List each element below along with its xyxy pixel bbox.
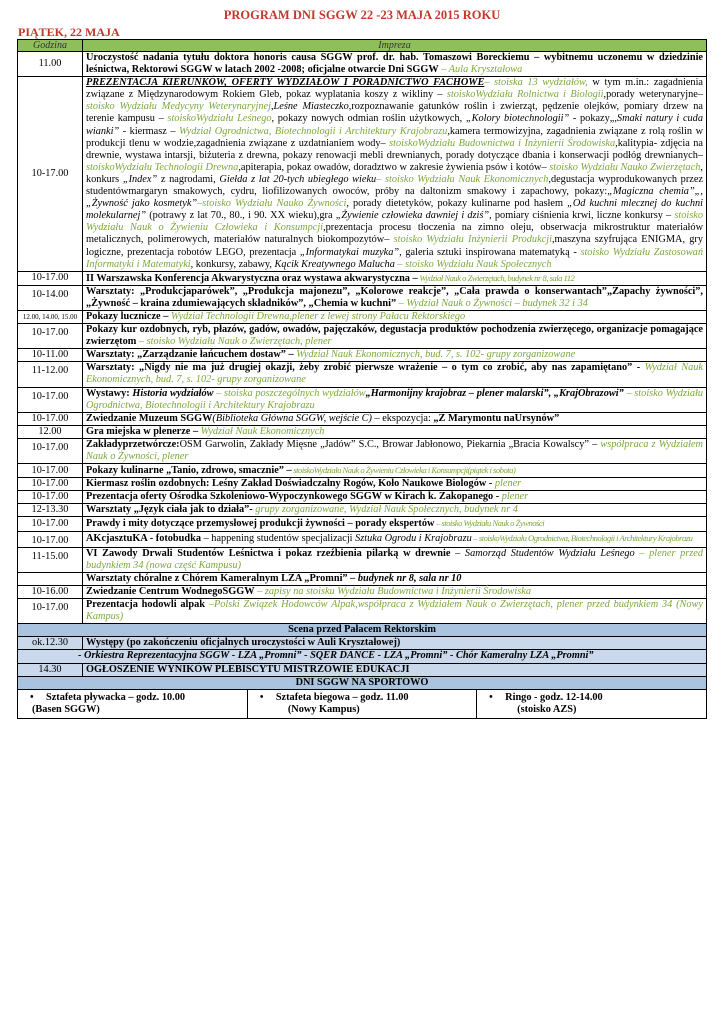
row-event: PREZENTACJA KIERUNKÓW, OFERTY WYDZIAŁÓW I PORADNICTWO FACHOWE– stoiska 13 wydziałów, w tym m.in.: zagadnienia związane z Międzynarodowym Rokiem Gleb, pokaz wyplatania koszy z wikliny – stoiskoWydziału Rolnictwa i Biologii,porady weterynaryjne– stoisko Wydziału Medycyny Weterynaryjnej,Leśne Miasteczko,rozpoznawanie gatunków roślin i zwierząt, pędzenie olejków, pomiary drzew na terenie kampusu – stoiskoWydziału Leśnego, pokazy nowych odmian roślin użytkowych, „Kolory biotechnologii” - pokazy„,Smaki natury i cuda wianki” - kiermasz – Wydział Ogrodnictwa, Biotechnologii i Architektury Krajobrazu,kamera termowizyjna, zagadnienia związane z rolą roślin w produkcji tlenu w wodzie,zagadnienia związane z uzdatnianiem wody– stoiskoWydziału Budownictwa i Inżynierii Środowiska,kalitypia- zdjęcia na drewnie, wystawa intarsji, biżuteria z drewna, pokazy renowacji mebli drewnianych, porady dotyczące dbania i konserwacji podłóg drewnianych– stoiskoWydziału Technologii Drewna,apiterapia, pokaz owadów, doradztwo w zakresie żywienia psów i kotów– stoisko Wydziału Nauko Zwierzętach, konkurs „Index” z nagrodami, Giełda z lat 20-tych ubiegłego wieku– stoisko Wydziału Nauk Ekonomicznych,degustacja wyprodukowanych przez studentówmargaryn smakowych, cydru, liofilizowanych owoców, próby na daltonizm smakowy i zapachowy, pokazy:„Magiczna chemia”„,„Żywność jako kosmetyk”–stoisko Wydziału Nauko Żywności, porady dietetyków, pokazy kulinarne pod hasłem „Od kuchni mlecznej do kuchni molekularnej” (potrawy z lat 70., 80., i 90. XX wieku),gra „Żywienie człowieka dawniej i dziś”, pomiary ciśnienia krwi, liczne konkursy – stoisko Wydziału Nauk o Żywieniu Człowieka i Konsumpcji,prezentacja procesu tłoczenia na zimno oleju, obserwacja mikrostruktur materiałów metalicznych, polimerowych, materiałów naturalnych biokompozytów– stoisko Wydziału Inżynierii Produkcji,maszyna szyfrująca ENIGMA, gry logiczne, prezentacja robotów LEGO, prezentacja „Informatykai muzyka”, galeria sztuki inspirowana matematyką - stoisko Wydziału Zastosowań Informatyki i Matematyki, konkursy, zabawy, Kącik Kreatywnego Malucha – stoisko Wydziału Nauk Społecznych (83, 77, 707, 272)
row-time: 12.00, 14.00, 15.00 (18, 310, 83, 323)
stage-row (18, 650, 707, 663)
row-event: Prawdy i mity dotyczące przemysłowej produkcji żywności – porady ekspertów – stoisko Wydziału Nauk o Żywności (83, 517, 707, 531)
table-row (18, 52, 707, 77)
table-row (18, 517, 707, 531)
table-header (18, 40, 707, 52)
header-time: Godzina (18, 40, 83, 52)
row-time: 10-17.00 (18, 438, 83, 463)
stage-performers: - Orkiestra Reprezentacyjna SGGW - LZA „Promni” - SQER DANCE - LZA „Promni” - Chór Kameralny LZA „Promni” (18, 650, 707, 663)
table-row (18, 310, 707, 323)
row-time: 10-17.00 (18, 478, 83, 491)
row-event: Wystawy: Historia wydziałów – stoiska poszczególnych wydziałów„Harmonijny krajobraz – plener malarski”, „KrajObrazowi” – stoisko Wydziału Ogrodnictwa, Biotechnologii i Architektury Krajobrazu (83, 387, 707, 412)
row-event: Warsztaty „Język ciała jak to działa”- grupy zorganizowane, Wydział Nauk Społecznych, budynek nr 4 (83, 504, 707, 517)
sport-row (18, 689, 707, 718)
table-row (18, 491, 707, 504)
table-row (18, 349, 707, 362)
row-event: Zwiedzanie Centrum WodnegoSGGW – zapisy na stoisku Wydziału Budownictwa i Inżynierii Środowiska (83, 585, 707, 598)
table-row (18, 464, 707, 478)
sport-title: DNI SGGW NA SPORTOWO (18, 676, 707, 689)
row-time: 10-17.00 (18, 77, 83, 272)
row-event: Warsztaty: „Nigdy nie ma już drugiej okazji, żeby zrobić pierwsze wrażenie – o tym co zrobić, aby nas zapamiętano” - Wydział Nauk Ekonomicznych, bud. 7, s. 102- grupy zorganizowane (83, 362, 707, 387)
header-event: Impreza (83, 40, 707, 52)
table-row (18, 572, 707, 585)
sport-item: • Sztafeta biegowa – godz. 11.00 (Nowy Kampus) (247, 690, 476, 718)
table-row (18, 599, 707, 624)
stage-event: Występy (po zakończeniu oficjalnych uroczystości w Auli Kryształowej) (83, 637, 707, 650)
sport-item: • Ringo - godz. 12-14.00 (stoisko AZS) (489, 691, 603, 715)
row-time: 12-13.30 (18, 504, 83, 517)
row-time: 10-17.00 (18, 412, 83, 425)
table-row (18, 412, 707, 425)
table-row (18, 387, 707, 412)
table-row (18, 271, 707, 285)
stage-row (18, 637, 707, 650)
row-time: 10-16.00 (18, 585, 83, 598)
row-event: Prezentacja oferty Ośrodka Szkoleniowo-Wypoczynkowego SGGW w Kirach k. Zakopanego - plener (83, 491, 707, 504)
table-row (18, 77, 707, 272)
row-event: Prezentacja hodowli alpak –Polski Związek Hodowców Alpak,współpraca z Wydziałem Nauk o Zwierzętach, plener przed budynkiem 34 (Nowy Kampus) (83, 599, 707, 624)
program-title: PROGRAM DNI SGGW 22 -23 MAJA 2015 ROKU (223, 8, 501, 22)
table-row (18, 504, 707, 517)
row-time: 10-17.00 (18, 517, 83, 531)
row-event: Warsztaty: „Produkcjaparówek”, „Produkcja majonezu”, „Kolorowe reakcje”, „Cała prawda o konserwantach”„Zapachy żywności”, „Żywność – kraina zdumiewających składników”, „Chemia w kuchni” – Wydział Nauk o Żywności – budynek 32 i 34 (83, 285, 707, 310)
row-event: Uroczystość nadania tytułu doktora honoris causa SGGW prof. dr. hab. Tomaszowi Boreckiemu – wybitnemu uczonemu w dziedzinie leśnictwa, Rektorowi SGGW w latach 2002 -2008; oficjalne otwarcie Dni SGGW – Aula Kryształowa (83, 52, 707, 77)
sport-section-header (18, 676, 707, 689)
table-row (18, 531, 707, 547)
stage-time: 14.30 (18, 663, 83, 676)
row-event: Pokazy kur ozdobnych, ryb, płazów, gadów, owadów, pajęczaków, degustacja produktów pochodzenia zwierzęcego, organizacje pomagające zwierzętom – stoisko Wydziału Nauk o Zwierzętach, plener (83, 324, 707, 349)
row-time: 12.00 (18, 425, 83, 438)
table-row (18, 285, 707, 310)
row-time: 11.00 (18, 52, 83, 77)
row-time: 10-17.00 (18, 464, 83, 478)
stage-time: ok.12.30 (18, 637, 83, 650)
day-heading: PIĄTEK, 22 MAJA (18, 25, 120, 39)
row-event: Pokazy kulinarne „Tanio, zdrowo, smacznie” – stoiskoWydziału Nauk o Żywieniu Człowieka i Konsumpcji(piątek i sobota) (83, 464, 707, 478)
sport-grid (18, 690, 706, 718)
row-time: 10-17.00 (18, 491, 83, 504)
row-event: VI Zawody Drwali Studentów Leśnictwa i pokaz rzeźbienia pilarką w drewnie – Samorząd Studentów Wydziału Leśnego – plener przed budynkiem 34 (nowa część Kampusu) (83, 547, 707, 572)
row-time: 10-17.00 (18, 387, 83, 412)
row-event: Warsztaty chóralne z Chórem Kameralnym LZA „Promni” – budynek nr 8, sala nr 10 (83, 572, 707, 585)
table-row (18, 362, 707, 387)
table-row (18, 585, 707, 598)
row-time: 10-17.00 (18, 531, 83, 547)
table-row (18, 324, 707, 349)
table-row (18, 438, 707, 463)
stage-section-header (18, 624, 707, 637)
row-event: Warsztaty: „Zarządzanie łańcuchem dostaw” – Wydział Nauk Ekonomicznych, bud. 7, s. 102- grupy zorganizowane (83, 349, 707, 362)
row-time: 10-11.00 (18, 349, 83, 362)
row-event: AKcjasztuKA - fotobudka – happening studentów specjalizacji Sztuka Ogrodu i Krajobrazu – stoiskoWydziału Ogrodnictwa, Biotechnologii i Architektury Krajobrazu (83, 531, 707, 547)
stage-title: Scena przed Pałacem Rektorskim (18, 624, 707, 637)
row-time: 10-17.00 (18, 271, 83, 285)
table-row (18, 547, 707, 572)
row-time: 11-15.00 (18, 547, 83, 572)
row-time: 11-12.00 (18, 362, 83, 387)
row-event: Zwiedzanie Muzeum SGGW(Biblioteka Główna SGGW, wejście C) – ekspozycja: „Z Marymontu naUrsynów” (83, 412, 707, 425)
program-table (17, 39, 707, 719)
row-time: 10-17.00 (18, 599, 83, 624)
row-event: Zakładyprzetwórcze:OSM Garwolin, Zakłady Mięsne „Jadów” S.C., Browar Jabłonowo, Piekarnia „Bracia Kowalscy” – współpraca z Wydziałem Nauk o Żywności, plener (83, 438, 707, 463)
row-event: II Warszawska Konferencja Akwarystyczna oraz wystawa akwarystyczna – Wydział Nauk o Zwierzętach, budynek nr 8, sala 112 (83, 271, 707, 285)
table-row (18, 478, 707, 491)
row-time: 10-14.00 (18, 285, 83, 310)
row-event: Pokazy lucznicze – Wydział Technologii Drewna,plener z lewej strony Pałacu Rektorskiego (83, 310, 707, 323)
row-event: Kiermasz roślin ozdobnych: Leśny Zakład Doświadczalny Rogów, Koło Naukowe Biologów - plener (83, 478, 707, 491)
row-time: 10-17.00 (18, 324, 83, 349)
table-row (18, 425, 707, 438)
stage-event: OGŁOSZENIE WYNIKÓW PLEBISCYTU MISTRZOWIE EDUKACJI (83, 663, 707, 676)
row-time (18, 572, 83, 585)
row-event: Gra miejska w plenerze – Wydział Nauk Ekonomicznych (83, 425, 707, 438)
sport-item: • Sztafeta pływacka – godz. 10.00 (Basen SGGW) (18, 690, 247, 718)
stage-row (18, 663, 707, 676)
